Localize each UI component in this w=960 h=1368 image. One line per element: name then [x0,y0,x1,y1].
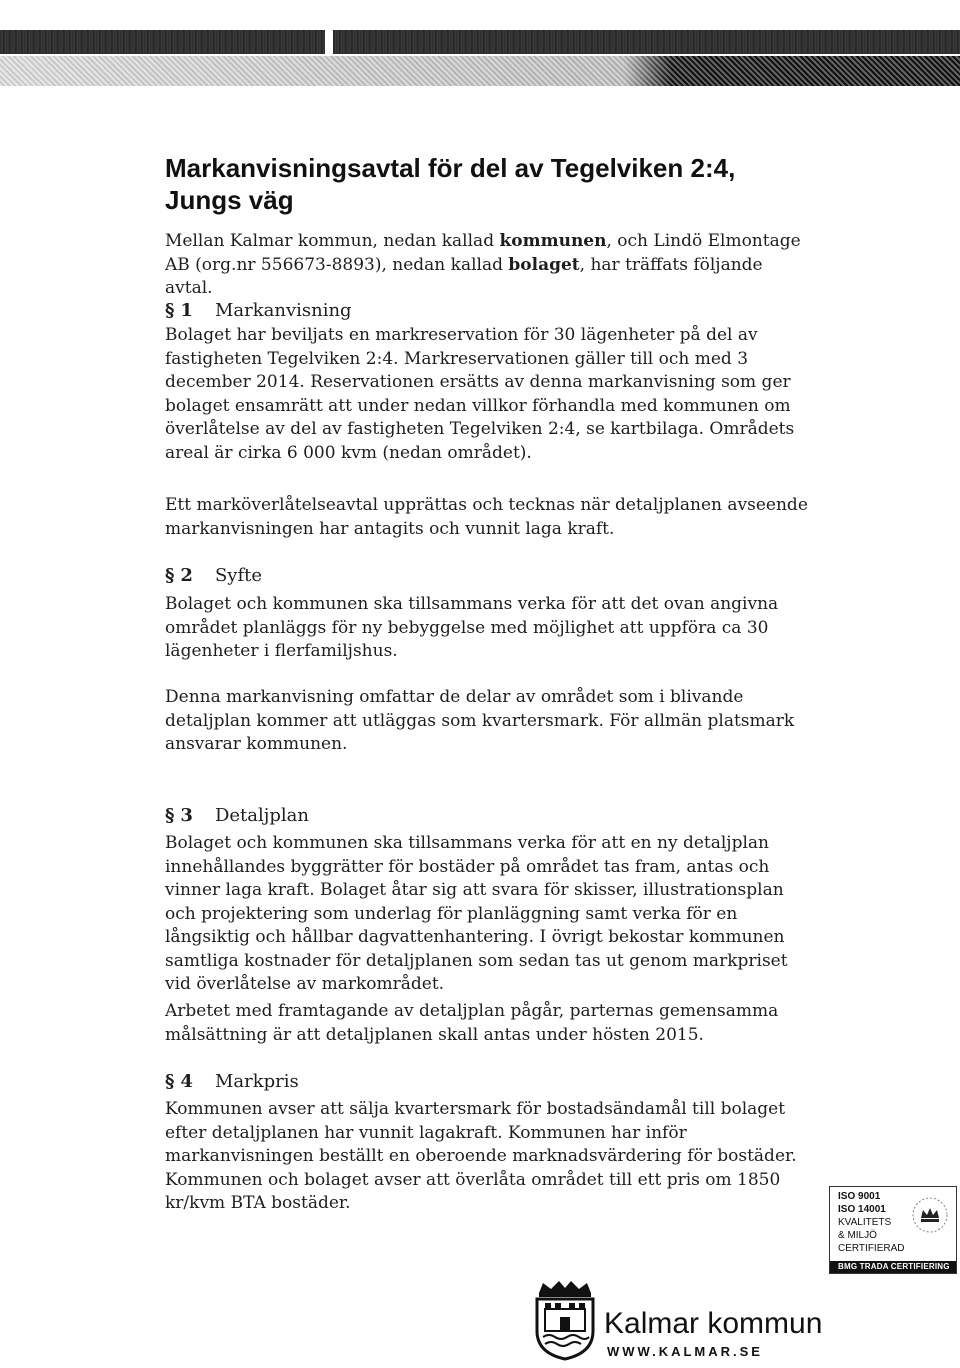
section-3-paragraph-1: Bolaget och kommunen ska tillsammans verka för att en ny detaljplan innehållandes byggrätter för bostäder på området tas fram, antas och vinner laga kraft. Bolaget åtar sig att svara för skisser, illustrationsplan och projektering som underlag för planläggning samt verka för en långsiktig och hållbar dagvattenhantering. I övrigt bekostar kommunen samtliga kostnader för detaljplanen som sedan tas ut genom markpriset vid överlåtelse av markområdet. [165,833,788,994]
scan-header-gap [325,30,333,54]
accreditation-crown-icon [910,1195,950,1235]
section-4-heading [165,1070,299,1094]
section-number: 2 [180,565,193,586]
cert-iso-14001: ISO 14001 [838,1204,886,1215]
section-1-paragraph-2: Ett marköverlåtelseavtal upprättas och tecknas när detaljplanen avseende markanvisningen har antagits och vunnit laga kraft. [165,495,808,539]
logo-name: Kalmar kommun [604,1307,823,1340]
section-3-paragraph-2: Arbetet med framtagande av detaljplan pågår, parternas gemensamma målsättning är att detaljplanen skall antas under hösten 2015. [165,1001,779,1045]
document-title [165,152,825,216]
section-4-paragraph-1: Kommunen avser att sälja kvartersmark för bostadsändamål till bolaget efter detaljplanen har vunnit lagakraft. Kommunen har inför markanvisningen beställt en oberoende marknadsvärdering för bostäder. Kommunen och bolaget avser att överlåta området till ett pris om 1850 kr/kvm BTA bostäder. [165,1099,797,1213]
cert-footer: BMG TRADA CERTIFIERING [830,1261,956,1273]
cert-miljo: & MILJÖ [838,1230,877,1241]
section-symbol: § [165,1071,175,1092]
document-title-line-2: Jungs väg [165,185,294,215]
section-2-paragraph-2: Denna markanvisning omfattar de delar av området som i blivande detaljplan kommer att utläggas som kvartersmark. För allmän platsmark ansvarar kommunen. [165,687,795,754]
intro-party-bolaget: bolaget [508,254,580,275]
section-1-paragraph-1: Bolaget har beviljats en markreservation för 30 lägenheter på del av fastigheten Tegelviken 2:4. Markreservationen gäller till och med 3 december 2014. Reservationen ersätts av denna markanvisning som ger bolaget ensamrätt att under nedan villkor förhandla med kommunen om överlåtelse av del av fastigheten Tegelviken 2:4, se kartbilaga. Områdets areal är cirka 6 000 kvm (nedan området). [165,325,795,463]
section-title: Detaljplan [214,805,309,826]
scan-header-bar-bottom [0,56,960,86]
document-title-line-1: Markanvisningsavtal för del av Tegelviken 2:4, [165,153,736,183]
section-1-heading [165,299,352,323]
kalmar-crest-icon [531,1279,599,1361]
section-number: 3 [180,805,193,826]
cert-iso-9001: ISO 9001 [838,1191,881,1202]
section-title: Syfte [214,565,263,586]
intro-text-1: Mellan Kalmar kommun, nedan kallad [165,231,500,251]
certification-badge [829,1186,957,1274]
cert-kvalitets: KVALITETS [838,1217,892,1228]
section-number: 4 [180,1071,193,1092]
intro-text-3: , har träffats följande avtal. [165,254,763,298]
scan-header-bar-top [0,30,960,54]
logo-url: WWW.KALMAR.SE [607,1344,763,1359]
section-2-paragraph-1: Bolaget och kommunen ska tillsammans verka för att det ovan angivna området planläggs för ny bebyggelse med möjlighet att uppföra ca 30 lägenheter i flerfamiljshus. [165,594,779,661]
section-title: Markpris [214,1071,299,1092]
section-symbol: § [165,805,175,826]
intro-paragraph [165,230,815,301]
section-symbol: § [165,565,175,586]
intro-party-kommunen: kommunen [499,231,607,251]
section-title: Markanvisning [214,300,352,321]
intro-text-2: , och Lindö Elmontage AB (org.nr 556673-8893), nedan kallad [165,231,801,275]
cert-certifierad: CERTIFIERAD [838,1243,905,1254]
section-symbol: § [165,300,175,321]
section-2-heading [165,564,262,588]
section-3-heading [165,804,309,828]
section-number: 1 [180,300,193,321]
